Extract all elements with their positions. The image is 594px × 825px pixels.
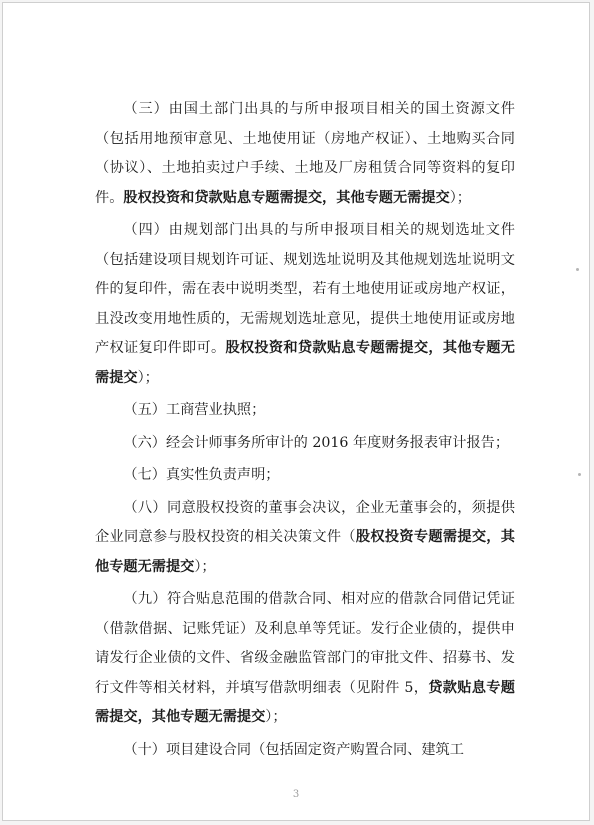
scan-speck xyxy=(578,473,581,476)
document-body xyxy=(95,95,515,765)
item-4-paragraph: （四）由规划部门出具的与所申报项目相关的规划选址文件（包括建设项目规划许可证、规划选址说明及其他规划选址说明文件的复印件，需在表中说明类型，若有土地使用证或房地产权证，且没改变用地性质的，无需规划选址意见，提供土地使用证或房地产权证复印件即可。股权投资和贷款贴息专题需提交，其他专题无需提交）； xyxy=(95,222,515,386)
item-10-paragraph: （十）项目建设合同（包括固定资产购置合同、建筑工 xyxy=(123,741,464,758)
item-7-paragraph: （七）真实性负责声明； xyxy=(123,467,280,483)
document-page xyxy=(2,2,590,821)
item-6-paragraph: （六）经会计师事务所审计的 2016 年度财务报表审计报告； xyxy=(123,434,510,451)
scan-speck xyxy=(576,268,579,271)
item-9-paragraph: （九）符合贴息范围的借款合同、相对应的借款合同借记凭证（借款借据、记账凭证）及利息单等凭证。发行企业债的，提供申请发行企业债的文件、省级金融监管部门的审批文件、招募书、发行文件等相关材料，并填写借款明细表（见附件 5，贷款贴息专题需提交，其他专题无需提交）； xyxy=(95,591,515,725)
page-number: 3 xyxy=(292,789,300,800)
item-3-paragraph: （三）由国土部门出具的与所申报项目相关的国土资源文件（包括用地预审意见、土地使用证（房地产权证）、土地购买合同（协议）、土地拍卖过户手续、土地及厂房租赁合同等资料的复印件。股权投资和贷款贴息专题需提交，其他专题无需提交）； xyxy=(95,101,515,206)
item-5-paragraph: （五）工商营业执照； xyxy=(123,402,266,418)
item-8-paragraph: （八）同意股权投资的董事会决议，企业无董事会的，须提供企业同意参与股权投资的相关决策文件（股权投资专题需提交，其他专题无需提交）； xyxy=(95,499,515,575)
